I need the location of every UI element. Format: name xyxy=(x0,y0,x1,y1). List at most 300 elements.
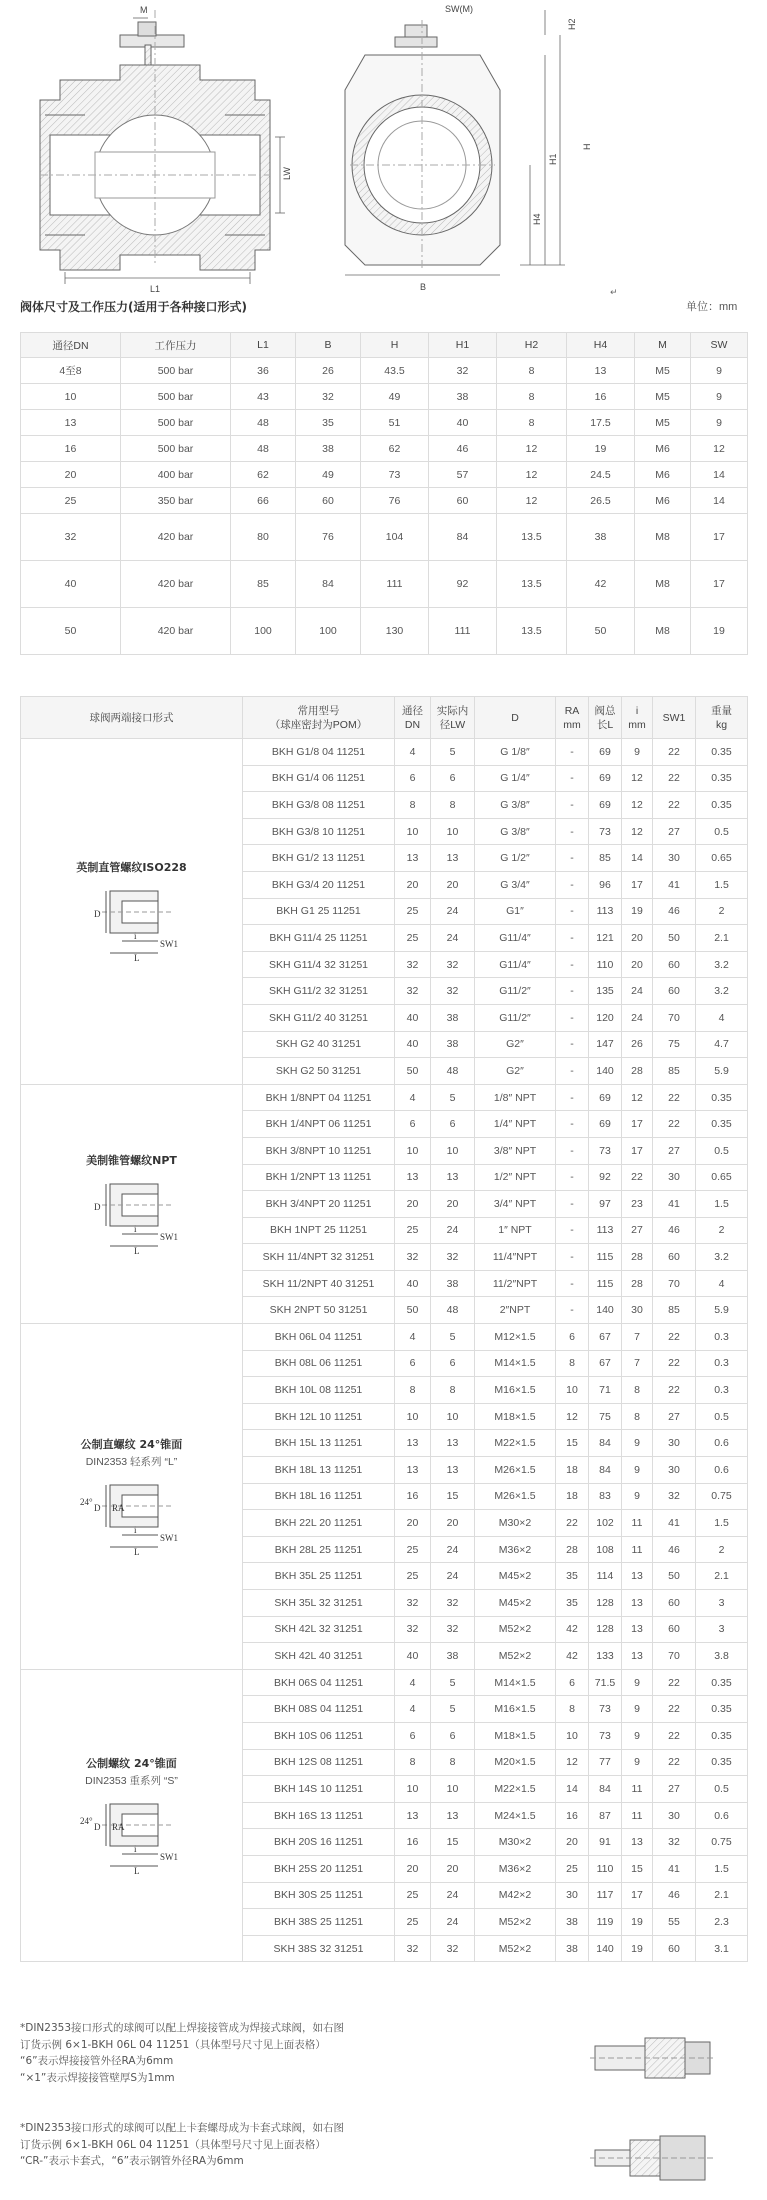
sketch-label: SW1 xyxy=(159,1231,178,1242)
table-cell: SKH 42L 32 31251 xyxy=(243,1616,395,1643)
table-cell: 22 xyxy=(653,1111,696,1138)
table-cell: 500 bar xyxy=(121,410,231,436)
table-cell: BKH 12L 10 11251 xyxy=(243,1403,395,1430)
table-cell: 20 xyxy=(395,1191,431,1218)
table-cell: 25 xyxy=(395,1217,431,1244)
table-cell: 24 xyxy=(622,978,653,1005)
table-cell: - xyxy=(556,1244,589,1271)
table-cell: 60 xyxy=(653,1244,696,1271)
table-cell: 22 xyxy=(653,739,696,766)
table-cell: 1/2″ NPT xyxy=(475,1164,556,1191)
table-cell: 22 xyxy=(653,1669,696,1696)
table-cell: 10 xyxy=(556,1722,589,1749)
table-cell: 10 xyxy=(431,1137,475,1164)
table-cell: 4 xyxy=(395,1084,431,1111)
table-cell: 17 xyxy=(622,1882,653,1909)
table-cell: 2.1 xyxy=(696,925,748,952)
table-cell: 130 xyxy=(361,608,429,655)
table-cell: BKH 18L 16 11251 xyxy=(243,1483,395,1510)
sketch-label: D xyxy=(93,1822,100,1833)
table-cell: 9 xyxy=(622,1749,653,1776)
table-cell: 111 xyxy=(429,608,497,655)
table-cell: 20 xyxy=(395,1510,431,1537)
table-cell: 38 xyxy=(556,1909,589,1936)
table-cell: 115 xyxy=(589,1244,622,1271)
table-cell: 1.5 xyxy=(696,1855,748,1882)
table-cell: M26×1.5 xyxy=(475,1457,556,1484)
table-cell: 69 xyxy=(589,792,622,819)
table-cell: 22 xyxy=(622,1164,653,1191)
table-cell: 9 xyxy=(691,358,748,384)
table-cell: 4 xyxy=(696,1004,748,1031)
table-cell: 27 xyxy=(653,1403,696,1430)
table-cell: 13 xyxy=(567,358,635,384)
sketch-label: RA xyxy=(111,1822,125,1833)
table-cell: 70 xyxy=(653,1270,696,1297)
column-header: B xyxy=(296,333,361,358)
table-cell: 73 xyxy=(361,462,429,488)
column-header: 实际内 径LW xyxy=(431,697,475,739)
table-cell: 36 xyxy=(231,358,296,384)
table-cell: 13 xyxy=(431,1164,475,1191)
table-cell: M8 xyxy=(635,561,691,608)
table-cell: M22×1.5 xyxy=(475,1430,556,1457)
table-cell: 32 xyxy=(395,951,431,978)
table-cell: M14×1.5 xyxy=(475,1350,556,1377)
table-cell: 4.7 xyxy=(696,1031,748,1058)
welding-note xyxy=(20,2020,580,2086)
table-row xyxy=(21,608,748,655)
note-line: “6”表示焊接接管外径RA为6mm xyxy=(20,2055,174,2067)
table-cell: - xyxy=(556,1058,589,1085)
sketch-label: i xyxy=(133,931,137,942)
table-cell: - xyxy=(556,1164,589,1191)
dim-b: B xyxy=(420,282,427,292)
table-cell: 17 xyxy=(622,1111,653,1138)
table-cell: 9 xyxy=(691,384,748,410)
section-view xyxy=(40,10,270,270)
table-cell: - xyxy=(556,978,589,1005)
table-cell: 14 xyxy=(691,462,748,488)
sketch-label: 24° xyxy=(79,1816,93,1827)
table-cell: 71.5 xyxy=(589,1669,622,1696)
table-cell: SKH 35L 32 31251 xyxy=(243,1590,395,1617)
table-cell: 117 xyxy=(589,1882,622,1909)
table-cell: 121 xyxy=(589,925,622,952)
table-cell: 8 xyxy=(622,1377,653,1404)
sketch-label: D xyxy=(93,1502,100,1513)
table-cell: 22 xyxy=(556,1510,589,1537)
table-cell: BKH 1NPT 25 11251 xyxy=(243,1217,395,1244)
table-cell: 3 xyxy=(696,1590,748,1617)
table-cell: 24 xyxy=(622,1004,653,1031)
table-cell: 9 xyxy=(622,739,653,766)
table-cell: 51 xyxy=(361,410,429,436)
table-cell: 46 xyxy=(653,1536,696,1563)
table-cell: 30 xyxy=(653,845,696,872)
table-cell: 12 xyxy=(691,436,748,462)
column-header: 球阀两端接口形式 xyxy=(21,697,243,739)
table-cell: M18×1.5 xyxy=(475,1403,556,1430)
table-cell: BKH 18L 13 11251 xyxy=(243,1457,395,1484)
table-cell: 5.9 xyxy=(696,1058,748,1085)
table-cell: - xyxy=(556,765,589,792)
note-line: “CR-”表示卡套式，“6”表示钢管外径RA为6mm xyxy=(20,2155,244,2167)
table-cell: 41 xyxy=(653,1191,696,1218)
table-cell: G11/4″ xyxy=(475,951,556,978)
table-cell: G11/4″ xyxy=(475,925,556,952)
table-cell: 20 xyxy=(431,1191,475,1218)
column-header: SW xyxy=(691,333,748,358)
table-row xyxy=(21,739,748,766)
table-cell: 10 xyxy=(21,384,121,410)
table-cell: 12 xyxy=(497,436,567,462)
table-cell: 6 xyxy=(556,1324,589,1351)
table-cell: 10 xyxy=(431,1403,475,1430)
column-header: H xyxy=(361,333,429,358)
table-cell: M24×1.5 xyxy=(475,1802,556,1829)
connection-type-subtitle: DIN2353 轻系列 “L” xyxy=(85,1455,178,1468)
table-cell: 76 xyxy=(296,514,361,561)
table-cell: G 3/4″ xyxy=(475,871,556,898)
unit-label: 单位：mm xyxy=(686,301,738,313)
table-cell: 71 xyxy=(589,1377,622,1404)
table-cell: 114 xyxy=(589,1563,622,1590)
table-cell: 91 xyxy=(589,1829,622,1856)
table-cell: BKH G3/8 10 11251 xyxy=(243,818,395,845)
table-row xyxy=(21,410,748,436)
column-header: M xyxy=(635,333,691,358)
table-cell: 96 xyxy=(589,871,622,898)
column-header: D xyxy=(475,697,556,739)
connection-type-title: 美制锥管螺纹NPT xyxy=(86,1153,177,1167)
table-cell: 41 xyxy=(653,871,696,898)
table-cell: 110 xyxy=(589,1855,622,1882)
table-cell: 11 xyxy=(622,1776,653,1803)
table-cell: SKH G2 40 31251 xyxy=(243,1031,395,1058)
connection-sketch xyxy=(72,1477,192,1557)
table-cell: G2″ xyxy=(475,1031,556,1058)
table-cell: G 1/4″ xyxy=(475,765,556,792)
connection-type-title: 公制直螺纹 24°锥面 xyxy=(80,1437,183,1451)
table-cell: 0.5 xyxy=(696,1403,748,1430)
table-cell: 20 xyxy=(431,1855,475,1882)
table-cell: 8 xyxy=(556,1696,589,1723)
table-cell: 10 xyxy=(395,818,431,845)
table-cell: - xyxy=(556,1297,589,1324)
note-line: 订货示例 6×1-BKH 06L 04 11251（具体型号尺寸见上面表格） xyxy=(20,2138,326,2151)
table-cell: 12 xyxy=(622,765,653,792)
table-cell: 110 xyxy=(589,951,622,978)
table-cell: BKH 1/2NPT 13 11251 xyxy=(243,1164,395,1191)
table-cell: 24.5 xyxy=(567,462,635,488)
table-cell: 22 xyxy=(653,1696,696,1723)
table-cell: 14 xyxy=(691,488,748,514)
table-cell: 50 xyxy=(395,1058,431,1085)
table-row xyxy=(21,1669,748,1696)
table-cell: 87 xyxy=(589,1802,622,1829)
table-cell: 40 xyxy=(395,1004,431,1031)
table-cell: 32 xyxy=(395,978,431,1005)
table-cell: 24 xyxy=(431,1882,475,1909)
table-cell: 2.3 xyxy=(696,1909,748,1936)
table-cell: 3.8 xyxy=(696,1643,748,1670)
connection-type-title: 公制螺纹 24°锥面 xyxy=(86,1757,177,1771)
table-row xyxy=(21,1084,748,1111)
sketch-label: L xyxy=(133,1245,139,1256)
sketch-label: D xyxy=(93,1201,100,1212)
table-cell: 4 xyxy=(395,1324,431,1351)
table-cell: 10 xyxy=(395,1776,431,1803)
column-header: 重量 kg xyxy=(696,697,748,739)
table-cell: 6 xyxy=(395,1111,431,1138)
table-cell: 38 xyxy=(296,436,361,462)
dim-l1: L1 xyxy=(150,284,161,294)
connection-type-cell xyxy=(21,739,243,1085)
table-cell: G 3/8″ xyxy=(475,792,556,819)
table-cell: 16 xyxy=(556,1802,589,1829)
table-cell: 84 xyxy=(296,561,361,608)
table-cell: 24 xyxy=(431,1563,475,1590)
table-cell: 24 xyxy=(431,1217,475,1244)
table-row xyxy=(21,358,748,384)
table-cell: - xyxy=(556,1137,589,1164)
table-cell: 15 xyxy=(431,1483,475,1510)
table-cell: 19 xyxy=(691,608,748,655)
table-cell: 6 xyxy=(431,1722,475,1749)
table-cell: 60 xyxy=(653,951,696,978)
table-cell: BKH 16S 13 11251 xyxy=(243,1802,395,1829)
table-cell: 97 xyxy=(589,1191,622,1218)
table-cell: 18 xyxy=(556,1457,589,1484)
sketch-label: i xyxy=(133,1223,137,1234)
table-cell: 6 xyxy=(431,1111,475,1138)
table-cell: 66 xyxy=(231,488,296,514)
table-cell: 2 xyxy=(696,1217,748,1244)
compression-note xyxy=(20,2120,580,2170)
table-cell: 13 xyxy=(431,1802,475,1829)
table-cell: 13.5 xyxy=(497,561,567,608)
table-cell: - xyxy=(556,1004,589,1031)
table-cell: 1.5 xyxy=(696,871,748,898)
table-cell: 38 xyxy=(431,1004,475,1031)
table-cell: 24 xyxy=(431,898,475,925)
table-cell: 27 xyxy=(653,1776,696,1803)
note-line: “×1”表示焊接接管壁厚S为1mm xyxy=(20,2071,175,2084)
table-cell: 50 xyxy=(395,1297,431,1324)
table-cell: 4 xyxy=(395,739,431,766)
table-header-row xyxy=(21,697,748,739)
table-cell: 40 xyxy=(395,1643,431,1670)
table-cell: 2″NPT xyxy=(475,1297,556,1324)
table-cell: 40 xyxy=(395,1031,431,1058)
table-cell: 75 xyxy=(653,1031,696,1058)
table-cell: 5 xyxy=(431,1696,475,1723)
table-cell: 12 xyxy=(622,1084,653,1111)
table-cell: 12 xyxy=(556,1749,589,1776)
table-cell: 25 xyxy=(395,898,431,925)
table-cell: 11/4″NPT xyxy=(475,1244,556,1271)
table-cell: 0.3 xyxy=(696,1324,748,1351)
table-cell: 32 xyxy=(431,1244,475,1271)
table-cell: 13 xyxy=(622,1563,653,1590)
sketch-label: SW1 xyxy=(159,1532,178,1543)
table-cell: G11/2″ xyxy=(475,1004,556,1031)
table-cell: 70 xyxy=(653,1004,696,1031)
table-cell: 50 xyxy=(567,608,635,655)
table-cell: 120 xyxy=(589,1004,622,1031)
dim-h1: H1 xyxy=(548,153,558,165)
table-cell: 10 xyxy=(431,1776,475,1803)
table-cell: 28 xyxy=(622,1058,653,1085)
table-cell: 46 xyxy=(653,1217,696,1244)
table-cell: BKH 12S 08 11251 xyxy=(243,1749,395,1776)
table-cell: 32 xyxy=(395,1590,431,1617)
table-cell: 43.5 xyxy=(361,358,429,384)
table-cell: M12×1.5 xyxy=(475,1324,556,1351)
table-cell: 32 xyxy=(296,384,361,410)
table-cell: BKH 15L 13 11251 xyxy=(243,1430,395,1457)
table-row xyxy=(21,488,748,514)
table-cell: BKH 06S 04 11251 xyxy=(243,1669,395,1696)
table-cell: 28 xyxy=(622,1270,653,1297)
table-cell: - xyxy=(556,792,589,819)
table-cell: 102 xyxy=(589,1510,622,1537)
table-cell: 38 xyxy=(431,1270,475,1297)
sketch-label: 24° xyxy=(79,1496,93,1507)
table-cell: 9 xyxy=(622,1457,653,1484)
table-cell: 13 xyxy=(395,1457,431,1484)
table-cell: 12 xyxy=(497,462,567,488)
table-cell: 20 xyxy=(622,951,653,978)
table-cell: 27 xyxy=(622,1217,653,1244)
table-cell: 28 xyxy=(622,1244,653,1271)
table-cell: 38 xyxy=(431,1643,475,1670)
table-cell: 50 xyxy=(653,925,696,952)
table-cell: - xyxy=(556,1084,589,1111)
table-cell: BKH 10S 06 11251 xyxy=(243,1722,395,1749)
table-cell: 17 xyxy=(622,871,653,898)
table-cell: 111 xyxy=(361,561,429,608)
table-cell: 8 xyxy=(395,792,431,819)
table-cell: 4 xyxy=(696,1270,748,1297)
table-cell: - xyxy=(556,951,589,978)
table-cell: 55 xyxy=(653,1909,696,1936)
return-mark: ↵ xyxy=(610,287,618,297)
table-cell: 60 xyxy=(296,488,361,514)
table-cell: 0.35 xyxy=(696,1111,748,1138)
table-cell: 80 xyxy=(231,514,296,561)
table-cell: BKH G1/4 06 11251 xyxy=(243,765,395,792)
table-cell: 84 xyxy=(589,1430,622,1457)
table-cell: M36×2 xyxy=(475,1536,556,1563)
table-cell: 0.5 xyxy=(696,1137,748,1164)
table-cell: 128 xyxy=(589,1616,622,1643)
column-header: 通径 DN xyxy=(395,697,431,739)
table-cell: 69 xyxy=(589,1084,622,1111)
table-cell: 0.35 xyxy=(696,739,748,766)
table-cell: M6 xyxy=(635,462,691,488)
dim-lw: LW xyxy=(282,167,292,180)
connection-sketch xyxy=(72,1176,192,1256)
table-cell: 500 bar xyxy=(121,358,231,384)
table-cell: - xyxy=(556,818,589,845)
table-cell: 32 xyxy=(21,514,121,561)
table-cell: G1″ xyxy=(475,898,556,925)
table-cell: M45×2 xyxy=(475,1563,556,1590)
table-cell: 17 xyxy=(622,1137,653,1164)
table-cell: BKH G3/4 20 11251 xyxy=(243,871,395,898)
table-cell: M52×2 xyxy=(475,1616,556,1643)
table-cell: 48 xyxy=(431,1058,475,1085)
connection-sketch xyxy=(72,1796,192,1876)
table-cell: 7 xyxy=(622,1350,653,1377)
table-cell: M52×2 xyxy=(475,1935,556,1962)
table-cell: 17 xyxy=(691,561,748,608)
table-cell: 13 xyxy=(395,1164,431,1191)
table-cell: 32 xyxy=(395,1935,431,1962)
table-cell: 18 xyxy=(556,1483,589,1510)
dim-m: M xyxy=(140,5,148,15)
table-cell: 140 xyxy=(589,1297,622,1324)
table-cell: 48 xyxy=(231,436,296,462)
table-cell: - xyxy=(556,1270,589,1297)
table-cell: 48 xyxy=(431,1297,475,1324)
table-cell: G 3/8″ xyxy=(475,818,556,845)
table-cell: 1/8″ NPT xyxy=(475,1084,556,1111)
table-cell: 30 xyxy=(622,1297,653,1324)
table-cell: 85 xyxy=(231,561,296,608)
table-cell: 0.35 xyxy=(696,1722,748,1749)
table-cell: 25 xyxy=(395,1882,431,1909)
table-cell: 25 xyxy=(395,1909,431,1936)
table-cell: SKH G11/2 40 31251 xyxy=(243,1004,395,1031)
column-header: 常用型号 （球座密封为POM） xyxy=(243,697,395,739)
table-cell: 135 xyxy=(589,978,622,1005)
table-cell: 6 xyxy=(395,1722,431,1749)
table-cell: G11/2″ xyxy=(475,978,556,1005)
table-cell: 400 bar xyxy=(121,462,231,488)
table-cell: M30×2 xyxy=(475,1829,556,1856)
table-cell: 24 xyxy=(431,1536,475,1563)
table-cell: 77 xyxy=(589,1749,622,1776)
table-cell: BKH 25S 20 11251 xyxy=(243,1855,395,1882)
table-cell: 9 xyxy=(622,1483,653,1510)
table-cell: 25 xyxy=(556,1855,589,1882)
table-cell: SKH 11/2NPT 40 31251 xyxy=(243,1270,395,1297)
table-cell: M16×1.5 xyxy=(475,1696,556,1723)
table-cell: 13 xyxy=(431,1430,475,1457)
table-cell: 420 bar xyxy=(121,561,231,608)
table-cell: 16 xyxy=(567,384,635,410)
connection-sketch xyxy=(72,883,192,963)
table-cell: BKH 30S 25 11251 xyxy=(243,1882,395,1909)
dim-h2: H2 xyxy=(567,18,577,30)
table-cell: 32 xyxy=(429,358,497,384)
table-cell: 35 xyxy=(556,1563,589,1590)
table-cell: 0.35 xyxy=(696,1669,748,1696)
table-cell: 73 xyxy=(589,1722,622,1749)
table-cell: 13 xyxy=(431,1457,475,1484)
table-cell: 32 xyxy=(653,1483,696,1510)
table-cell: 20 xyxy=(431,1510,475,1537)
table-cell: 8 xyxy=(431,792,475,819)
column-header: SW1 xyxy=(653,697,696,739)
note-line: 订货示例 6×1-BKH 06L 04 11251（具体型号尺寸见上面表格） xyxy=(20,2038,326,2051)
table-cell: 0.35 xyxy=(696,1749,748,1776)
table-cell: 32 xyxy=(395,1616,431,1643)
table-cell: 92 xyxy=(429,561,497,608)
